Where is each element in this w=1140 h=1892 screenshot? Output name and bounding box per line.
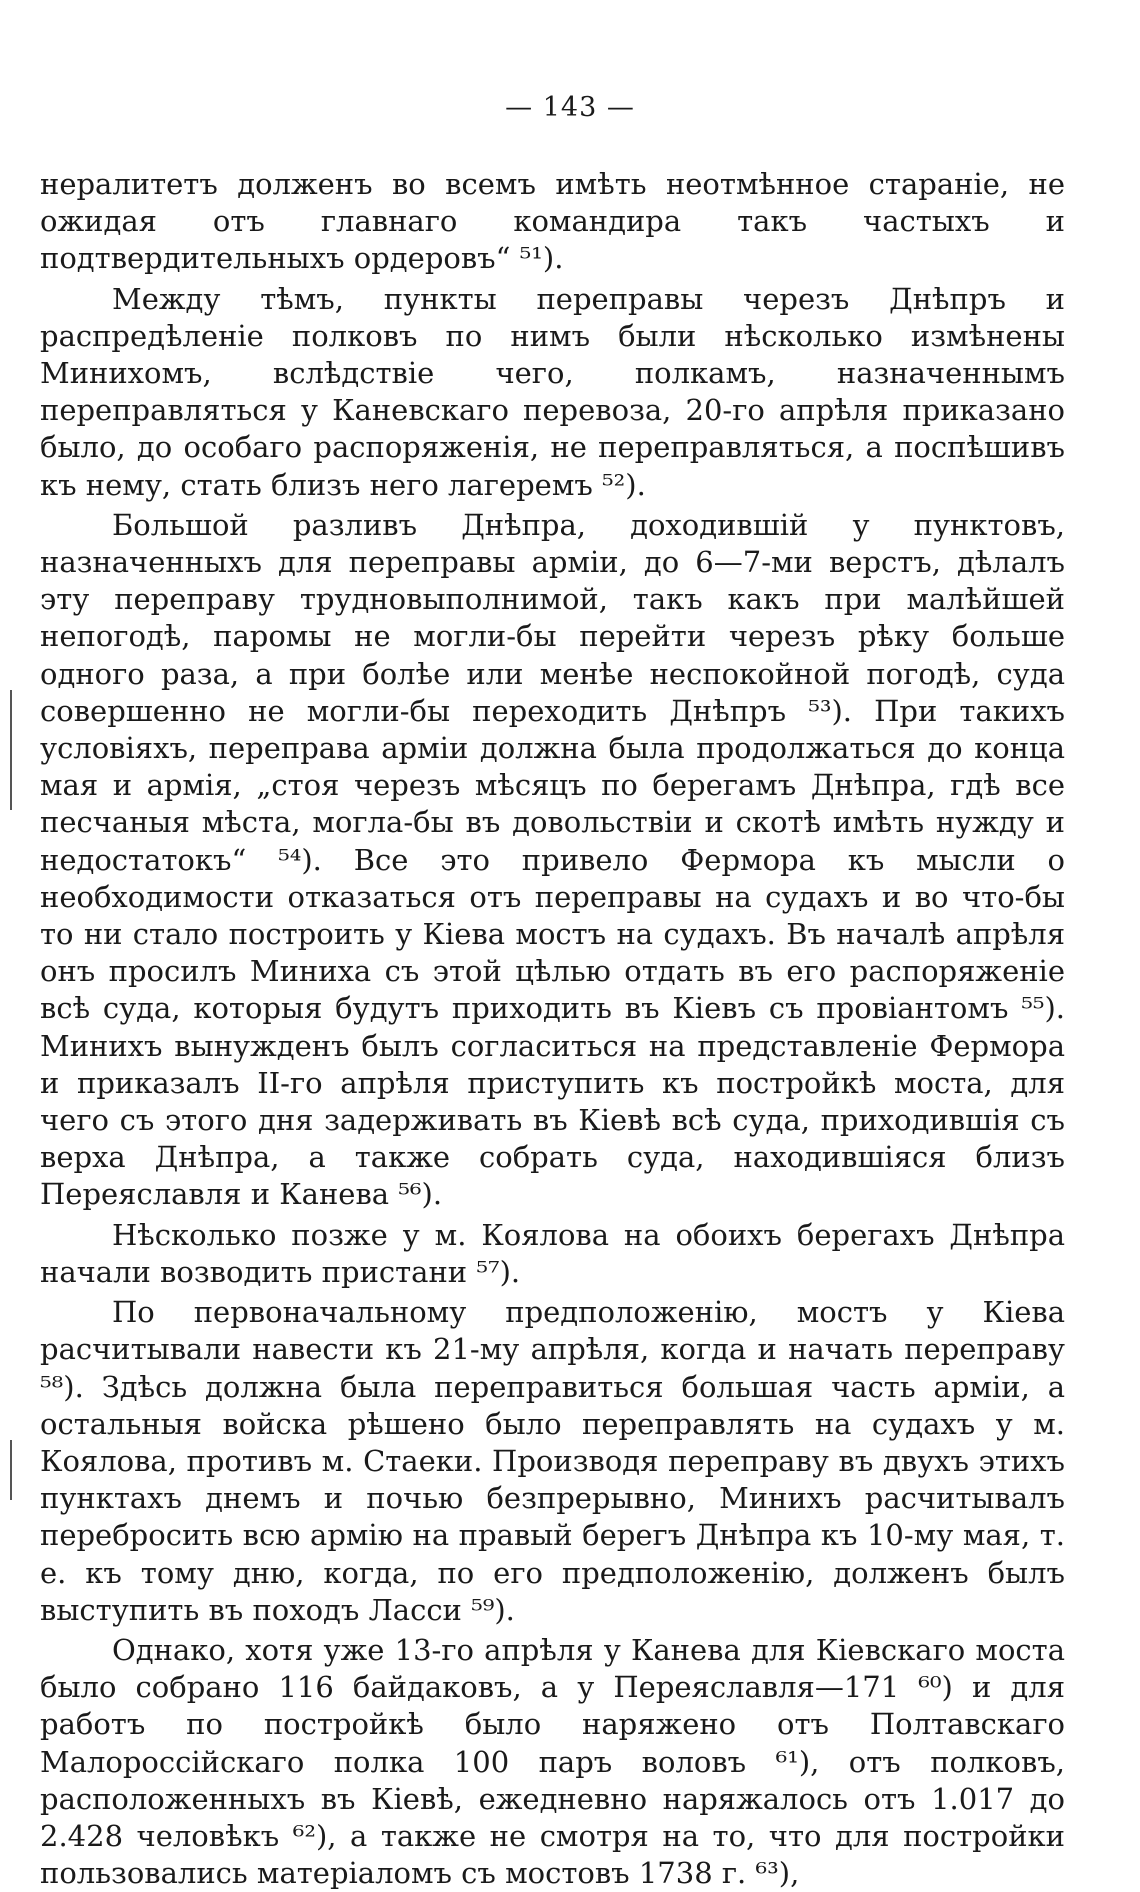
- paragraph-2: Между тѣмъ, пункты переправы черезъ Днѣпръ и распредѣленіе полковъ по нимъ были нѣсколько измѣнены Минихомъ, вслѣдствіе чего, полкамъ, назначеннымъ переправляться у Каневскаго перевоза, 20-го апрѣля приказано было, до особаго распоряженія, не переправляться, а поспѣшивъ къ нему, стать близъ него лагеремъ ⁵²).: [40, 281, 1065, 502]
- paragraph-4: Нѣсколько позже у м. Коялова на обоихъ берегахъ Днѣпра начали возводить пристани ⁵⁷).: [40, 1217, 1065, 1289]
- paragraph-6: Однако, хотя уже 13-го апрѣля у Канева для Кіевскаго моста было собрано 116 байдаковъ, а у Переяславля—171 ⁶⁰) и для работъ по постройкѣ было наряжено отъ Полтавскаго Малороссійскаго полка 100 паръ воловъ ⁶¹), отъ полковъ, расположенныхъ въ Кіевѣ, ежедневно наряжалось отъ 1.017 до 2.428 человѣкъ ⁶²), а также не смотря на то, что для постройки пользовались матеріаломъ съ мостовъ 1738 г. ⁶³),: [40, 1632, 1065, 1891]
- paragraph-1: нералитетъ долженъ во всемъ имѣть неотмѣнное стараніе, не ожидая отъ главнаго командира такъ частыхъ и подтвердительныхъ ордеровъ“ ⁵¹).: [40, 167, 1065, 276]
- paragraph-3: Большой разливъ Днѣпра, доходившій у пунктовъ, назначенныхъ для переправы арміи, до 6—7-ми верстъ, дѣлалъ эту переправу трудновыполнимой, такъ какъ при малѣйшей непогодѣ, паромы не могли-бы перейти черезъ рѣку больше одного раза, а при болѣе или менѣе неспокойной погодѣ, суда совершенно не могли-бы переходить Днѣпръ ⁵³). При такихъ условіяхъ, переправа арміи должна была продолжаться до конца мая и армія, „стоя черезъ мѣсяцъ по берегамъ Днѣпра, гдѣ все песчаныя мѣста, могла-бы въ довольствіи и скотѣ имѣть нужду и недостатокъ“ ⁵⁴). Все это привело Фермора къ мысли о необходимости отказаться отъ переправы на судахъ и во что-бы то ни стало построить у Кіева мостъ на судахъ. Въ началѣ апрѣля онъ просилъ Миниха съ этой цѣлью отдать въ его распоряженіе всѣ суда, которыя будутъ приходить въ Кіевъ съ провіантомъ ⁵⁵). Минихъ вынужденъ былъ согласиться на представленіе Фермора и приказалъ II-го апрѣля приступить къ постройкѣ моста, для чего съ этого дня задерживать въ Кіевѣ всѣ суда, приходившія съ верха Днѣпра, а также собрать суда, находившіяся близъ Переяславля и Канева ⁵⁶).: [40, 507, 1065, 1212]
- margin-mark-lower: [10, 1440, 12, 1500]
- page-number: — 143 —: [505, 92, 635, 123]
- body-text: [40, 166, 1065, 1892]
- paragraph-5: По первоначальному предположенію, мостъ у Кіева расчитывали навести къ 21-му апрѣля, когда и начать переправу ⁵⁸). Здѣсь должна была переправиться большая часть арміи, а остальныя войска рѣшено было переправлять на судахъ у м. Коялова, противъ м. Стаеки. Производя переправу въ двухъ этихъ пунктахъ днемъ и почью безпрерывно, Минихъ расчитывалъ перебросить всю армію на правый берегъ Днѣпра къ 10-му мая, т. е. къ тому дню, когда, по его предположенію, долженъ былъ выступить въ походъ Ласси ⁵⁹).: [40, 1295, 1065, 1627]
- margin-mark-upper: [10, 690, 12, 810]
